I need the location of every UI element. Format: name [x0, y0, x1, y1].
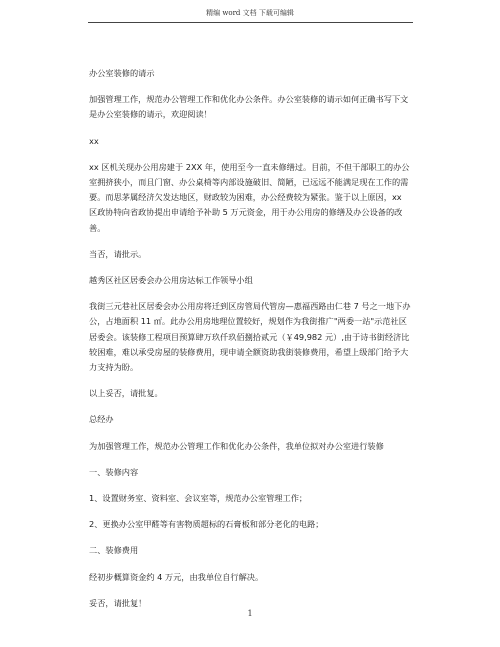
section-2-heading: 二、装修费用 — [89, 545, 139, 556]
section-1-heading: 一、装修内容 — [89, 466, 139, 477]
header-divider — [88, 22, 413, 23]
request-line-2: 以上妥否，请批复。 — [89, 388, 163, 399]
body-paragraph-1: xx 区机关现办公用房建于 2XX 年，使用至今一直未修缮过。目前，不但干部职工的办公室拥挤狭小，而且门窗、办公桌椅等内部设施破旧、简陋，已远远不能满足现在工作的需要。而思茅属经济欠发达地区，财政较为困难，办公经费较为紧张。鉴于以上原因，xx 区政协特向省政协提出申请给予补助 5 万元资金，用于办公用房的修缮及办公设备的改善。 — [89, 161, 410, 233]
document-title: 办公室装修的请示 — [89, 68, 155, 78]
body-paragraph-2: 我街三元巷社区居委会办公用房将迁到区房管局代管房—惠福西路由仁巷 7 号之一地下办公，占地面积 11 ㎡。此办公用房地理位置较好，规划作为我街推广"两委一站"示范社区居委会。该装修工程项目预算肆万玖仟玖佰捌拾贰元（￥49,982 元）,由于诗书街经济比较困难，难以承受房屋的装修费用，现申请全额资助我街装修费用，希望上级部门给予大力支持为盼。 — [89, 301, 411, 373]
office-name: 总经办 — [89, 414, 114, 425]
list-item-1: 1、设置财务室、资料室、会议室等，规范办公室管理工作； — [89, 493, 308, 504]
organization-name: 越秀区社区居委会办公用房达标工作领导小组 — [89, 275, 253, 286]
budget-line: 经初步概算资金约 4 万元，由我单位自行解决。 — [89, 571, 264, 582]
placeholder-line: xx — [89, 135, 99, 146]
request-line-1: 当否，请批示。 — [89, 248, 147, 259]
page-number: 1 — [247, 609, 253, 618]
intro-paragraph: 加强管理工作，规范办公管理工作和优化办公条件。办公室装修的请示如何正确书写下文是办公室装修的请示，欢迎阅读！ — [89, 94, 409, 120]
document-body — [89, 66, 412, 611]
page-header: 精编 word 文档 下载可编辑 — [206, 9, 294, 17]
list-item-2: 2、更换办公室甲醛等有害物质超标的石膏板和部分老化的电路； — [89, 519, 324, 530]
request-line-3: 妥否，请批复！ — [89, 597, 147, 608]
body-paragraph-3: 为加强管理工作，规范办公管理工作和优化办公条件，我单位拟对办公室进行装修 — [89, 440, 384, 451]
